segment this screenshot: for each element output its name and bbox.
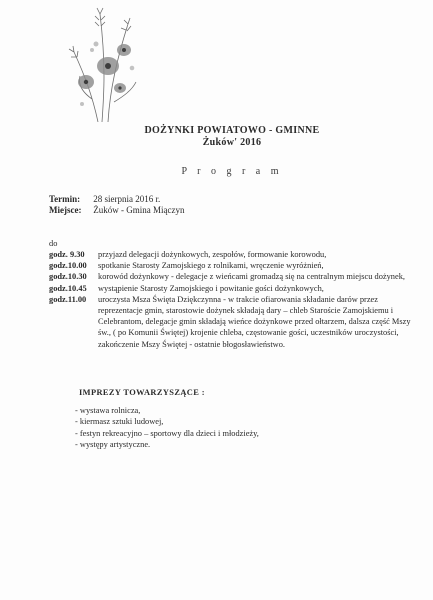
floral-illustration xyxy=(62,4,154,122)
schedule-row xyxy=(49,260,421,271)
miejsce-line xyxy=(49,205,184,216)
schedule xyxy=(49,238,421,350)
termin-value: 28 sierpnia 2016 r. xyxy=(93,194,161,204)
schedule-desc: spotkanie Starosty Zamojskiego z rolnikami, wręczenie wyróżnień, xyxy=(98,261,324,271)
schedule-row xyxy=(49,249,421,260)
schedule-desc: korowód dożynkowy - delegacje z wieńcami gromadzą się na centralnym miejscu dożynek, xyxy=(98,272,405,282)
schedule-desc: uroczysta Msza Święta Dziękczynna - w trakcie ofiarowania składanie darów przez reprezentacje gmin, starostowie dożynek składają dary – chleb Staroście Zamojskiemu i Celebrantom, delegacje gmin składają wieńce dożynkowe przed ołtarzem, dalsza część Mszy św., ( po Komunii Świętej) krojenie chleba, częstowanie gości, uczestników uroczystości, zakończenie Mszy Świętej - ostatnie błogosławieństwo. xyxy=(98,294,411,349)
schedule-time: godz.11.00 xyxy=(49,294,87,304)
termin-line xyxy=(49,194,160,205)
program-heading: P r o g r a m xyxy=(181,166,283,177)
schedule-row xyxy=(49,283,421,294)
schedule-time: godz.10.45 xyxy=(49,283,87,293)
termin-label: Termin: xyxy=(49,194,81,204)
side-events-title: IMPREZY TOWARZYSZĄCE : xyxy=(79,388,205,397)
schedule-time: godz.10.30 xyxy=(49,272,87,282)
schedule-time: godz. 9.30 xyxy=(49,250,85,259)
document-title: DOŻYNKI POWIATOWO - GMINNE xyxy=(144,125,320,136)
miejsce-value: Żuków - Gmina Miączyn xyxy=(93,205,185,215)
schedule-time: godz.10.00 xyxy=(49,261,87,271)
side-events-list xyxy=(75,405,259,451)
list-item: - wystawa rolnicza, xyxy=(75,405,259,416)
schedule-desc: przyjazd delegacji dożynkowych, zespołów, formowanie korowodu, xyxy=(98,250,327,259)
list-item: - występy artystyczne. xyxy=(75,439,259,450)
document-subtitle: Żuków' 2016 xyxy=(202,137,262,148)
schedule-desc: wystąpienie Starosty Zamojskiego i powitanie gości dożynkowych, xyxy=(98,283,324,293)
schedule-intro: do xyxy=(49,239,58,248)
schedule-row xyxy=(49,294,421,350)
list-item: - festyn rekreacyjno – sportowy dla dzieci i młodzieży, xyxy=(75,428,259,439)
list-item: - kiermasz sztuki ludowej, xyxy=(75,416,259,427)
miejsce-label: Miejsce: xyxy=(49,205,82,215)
schedule-row xyxy=(49,271,421,282)
